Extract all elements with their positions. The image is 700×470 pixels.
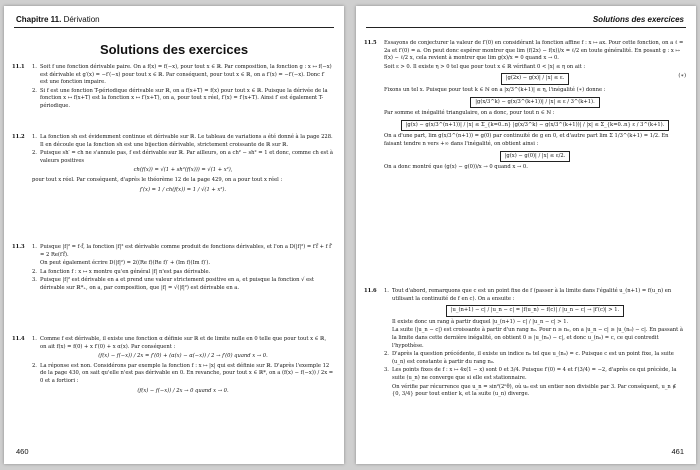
item-text: Puisque sh′ = ch ne s'annule pas, f est dérivable sur ℝ. Par ailleurs, on a ch² − sh² = 1 et donc, comme ch est à valeurs positives — [40, 150, 334, 164]
item-number: 1. — [32, 244, 37, 250]
exercise-11-6 — [364, 288, 686, 400]
item-number: 1. — [32, 134, 37, 140]
paragraph: On a d'une part, lim g(x/3^(n+1)) = g(0) par continuité de g en 0, et d'autre part lim Σ 1/3^(k+1) = 1/2. En faisant tendre n vers +∞ dans l'inégalité, on obtient ainsi : — [384, 133, 669, 147]
equation: (f(x) − f(−x)) / 2x = f′(0) + (α(x) − α(−x)) / 2 → f′(0) quand x → 0. — [98, 353, 268, 360]
chapter-name: Dérivation — [61, 15, 100, 24]
paragraph: On vérifie par récurrence que u_n = sin²(2ⁿθ), où u₀ est un entier non divisible par 3. Par conséquent, u_n ∉ {0, 3/4} pour tout entier k, et la suite (u_n) diverge. — [392, 383, 677, 398]
item-text: Soit f une fonction dérivable paire. On a f(x) = f(−x), pour tout x ∈ ℝ. Par composition, la fonction g : x ↦ f(−x) est dérivable et g′(x) = −f′(−x) pour tout x ∈ ℝ. Par conséquent, pour tout x ∈ ℝ, on a f′(x) = −f′(−x). Donc f′ est une fonction impaire. — [40, 64, 332, 86]
item-number: 2. — [32, 150, 37, 157]
chapter-label: Chapitre 11. — [16, 15, 62, 24]
exercise-number: 11.4 — [12, 336, 25, 342]
item-number: 3. — [32, 277, 37, 284]
boxed-equation: |g(2x) − g(x)| / |x| ≤ ε. — [501, 73, 569, 85]
left-page — [4, 6, 344, 464]
header-rule — [366, 27, 686, 28]
paragraph: Fixons un tel x. Puisque pour tout k ∈ ℕ on a |x/3^(k+1)| ≤ η, l'inégalité (∗) donne : — [384, 86, 606, 93]
exercise-number: 11.6 — [364, 288, 377, 294]
exercise-11-5 — [364, 40, 686, 173]
item-text: La fonction f : x ↦ x montre qu'en général |f| n'est pas dérivable. — [40, 268, 211, 275]
paragraph: Par somme et inégalité triangulaire, on a donc, pour tout n ∈ ℕ : — [384, 110, 555, 117]
equation: ch(f(x)) = √(1 + sh²(f(x))) = √(1 + x²), — [133, 167, 233, 174]
item-text: Puisque |f|² = f·f̄, la fonction |f|² est dérivable comme produit de fonctions dérivables, et l'on a D(|f|²) = f′f̄ + f f̄′ = 2 Re(f′f̄). — [40, 244, 333, 258]
exercise-11-4 — [12, 336, 334, 397]
paragraph: Essayons de conjecturer la valeur de f′(0) en considérant la fonction affine f : x ↦ ax. Pour cette fonction, on a ℓ = 2a et f′(0) = a. On peut donc espérer montrer que lim (f(2x) − f(x))/x = ℓ/2 en toute généralité. En posant g : x ↦ f(x) − ℓ/2 x, cela revient à montrer que lim g(x)/x = 0 quand x → 0. — [384, 40, 684, 62]
equation-tag: (∗) — [678, 73, 686, 80]
item-text: Si f est une fonction T-périodique dérivable sur ℝ, on a f(x+T) = f(x) pour tout x ∈ ℝ. Puisque la dérivée de la fonction x ↦ f(x+T) est la fonction x ↦ f′(x+T), on a, pour tout x réel, f′(x) = f′(x+T). Ainsi f′ est également T-périodique. — [40, 87, 328, 109]
item-text: Les points fixes de f : x ↦ 4x(1 − x) sont 0 et 3/4. Puisque f′(0) = 4 et f′(3/4) = −2, d'après ce qui précède, la suite (u_n) ne converge que si elle est stationnaire. — [392, 367, 677, 381]
item-number: 2. — [32, 268, 37, 275]
item-text: Tout d'abord, remarquons que c est un point fixe de f (passer à la limite dans l'égalité u_(n+1) = f(u_n) en utilisant la continuité de f en c). On a ensuite : — [392, 288, 672, 302]
boxed-equation: |g(x/3^k) − g(x/3^(k+1))| / |x| ≤ ε / 3^(k+1). — [470, 97, 599, 109]
paragraph: Soit ε > 0. Il existe η > 0 tel que pour tout x ∈ ℝ vérifiant 0 < |x| ≤ η on ait : — [384, 63, 586, 70]
equation: (f(x) − f(−x)) / 2x → 0 quand x → 0. — [137, 387, 229, 394]
item-text: Puisque |f|² est dérivable en a et prend une valeur strictement positive en a, et puisque la fonction √ est dérivable sur ℝ*₊, on a, par composition, que |f| = √(|f|²) est dérivable en a. — [40, 277, 314, 291]
paragraph: Il existe donc un rang à partir duquel |u_(n+1) − c| / |u_n − c| > 1. — [392, 318, 569, 325]
right-page — [356, 6, 696, 464]
item-text: D'après la question précédente, il existe un indice n₀ tel que u_(n₀) = c. Puisque c est un point fixe, la suite (u_n) est constante à partir du rang n₀. — [392, 351, 674, 365]
exercise-11-1 — [12, 64, 334, 112]
header-rule — [14, 27, 334, 28]
page-number: 461 — [671, 447, 684, 456]
boxed-equation: |g(x) − g(x/3^(n+1))| / |x| ≤ Σ_{k=0..n} |g(x/3^k) − g(x/3^(k+1))| / |x| ≤ Σ_{k=0..n} ε / 3^(k+1). — [401, 120, 670, 132]
item-text: La fonction sh est évidemment continue et dérivable sur ℝ. Le tableau de variations a été donné à la page 228. Il en découle que la fonction sh est une bijection dérivable, strictement croissante de ℝ sur ℝ. — [40, 134, 333, 148]
exercise-number: 11.2 — [12, 134, 25, 140]
exercise-number: 11.5 — [364, 40, 377, 46]
paragraph: La suite (|u_n − c|) est croissante à partir d'un rang n₀. Pour n ≥ n₀, on a |u_n − c| ≥ |u_(n₀) − c|. En passant à la limite dans cette dernière inégalité, on obtient 0 ≥ |u_(n₀) − c|, et donc u_(n₀) = c, ce qui contredit l'hypothèse. — [392, 327, 683, 349]
item-number: 3. — [384, 367, 389, 374]
equation: f′(x) = 1 / ch(f(x)) = 1 / √(1 + x²). — [139, 186, 227, 193]
paragraph: On a donc montré que (g(x) − g(0))/x → 0 quand x → 0. — [384, 164, 528, 171]
paragraph: pour tout x réel. Par conséquent, d'après le théorème 12 de la page 429, on a pour tout x réel : — [32, 176, 283, 183]
item-text: La réponse est non. Considérons par exemple la fonction f : x ↦ |x| qui est définie sur ℝ. D'après l'exemple 12 de la page 430, on sait qu'elle n'est pas dérivable en 0. En revanche, pour tout x ∈ ℝ*, on a (f(x) − f(−x)) / 2x = 0 et a fortiori : — [40, 362, 334, 384]
exercise-number: 11.1 — [12, 64, 25, 70]
item-number: 1. — [32, 64, 37, 70]
item-number: 1. — [32, 336, 37, 342]
item-text: Comme f est dérivable, il existe une fonction α définie sur ℝ et de limite nulle en 0 telle que pour tout x ∈ ℝ, on ait f(x) = f(0) + x f′(0) + x α(x). Par conséquent : — [40, 336, 327, 350]
section-title: Solutions des exercices — [99, 42, 249, 57]
exercise-11-2 — [12, 134, 334, 196]
item-number: 2. — [384, 351, 389, 358]
item-number: 1. — [384, 288, 389, 294]
exercise-11-3 — [12, 244, 334, 294]
chapter-header — [16, 15, 100, 24]
item-number: 2. — [32, 87, 37, 94]
item-number: 2. — [32, 362, 37, 369]
section-header: Solutions des exercices — [592, 15, 684, 24]
boxed-equation: |u_(n+1) − c| / |u_n − c| = |f(u_n) − f(c)| / |u_n − c| → |f′(c)| > 1. — [446, 305, 624, 317]
item-text: On peut également écrire D(|f|²) = 2((Re f)(Re f)′ + (Im f)(Im f)′). — [40, 260, 210, 267]
page-number: 460 — [16, 447, 29, 456]
exercise-number: 11.3 — [12, 244, 25, 250]
boxed-equation: |g(x) − g(0)| / |x| ≤ ε/2. — [500, 151, 571, 163]
